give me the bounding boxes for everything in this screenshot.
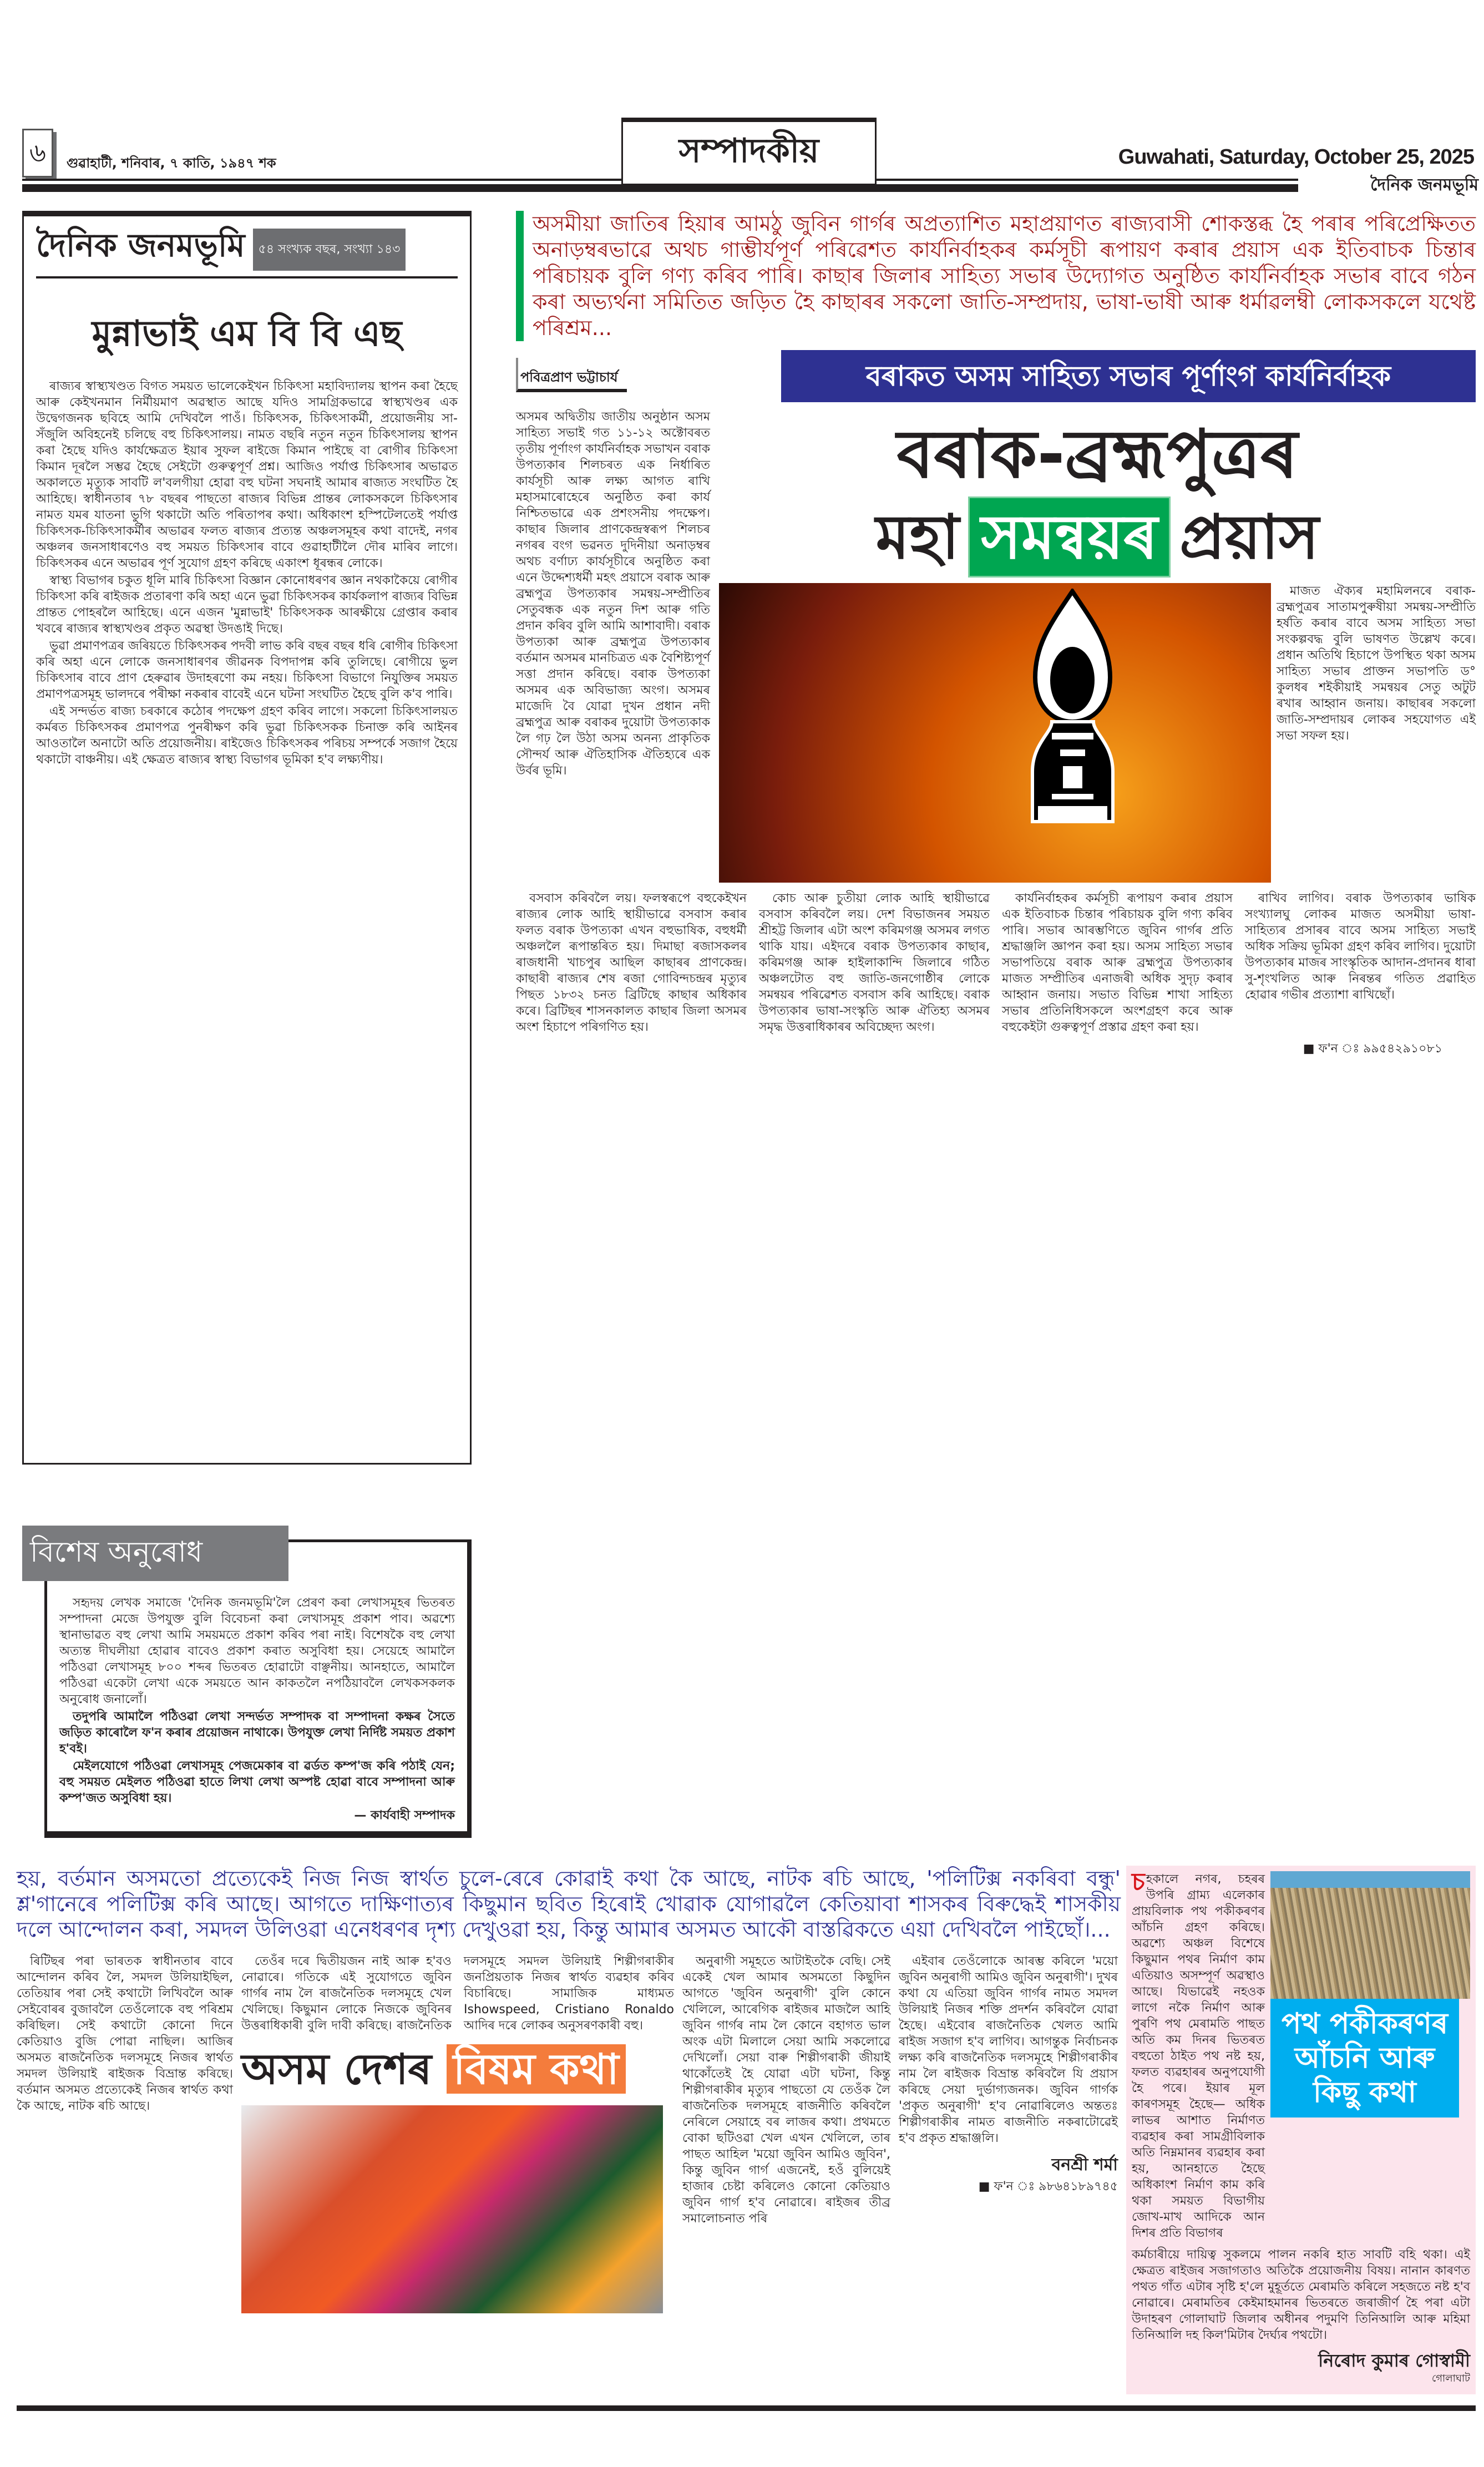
second-column-1 [17,1953,233,2115]
paragraph: তেওঁৰ দৰে দ্বিতীয়জন নাই আৰু হ'বও নোৱাৰে। গতিকে এই সুযোগতে জুবিন গাৰ্গৰ নাম লৈ ৰাজনৈতিক দলসমূহে খেল খেলিছে। কিছুমান লোকে নিজকে জুবিনৰ উত্তৰাধিকাৰী বুলি দাবী কৰিছে। ৰাজনৈতিক দলসমূহে সমদল উলিয়াই শিল্পীগৰাকীৰ জনপ্ৰিয়তাক নিজৰ স্বাৰ্থত ব্যৱহাৰ কৰিব বিচাৰিছে। সামাজিক মাধ্যমত Ishowspeed, Cristiano Ronaldo আদিৰ দৰে লোকৰ অনুসৰণকাৰী বহু। [241,1954,674,2033]
paragraph: সহৃদয় লেখক সমাজে 'দৈনিক জনমভূমি'লৈ প্ৰেৰণ কৰা লেখাসমূহৰ ভিতৰত সম্পাদনা মেজে উপযুক্ত বুলি বিবেচনা কৰা লেখাসমূহ প্ৰকাশ পাব। অৱশ্যে স্থানাভাৱত বহু লেখা আমি সময়মতে প্ৰকাশ কৰিব পৰা নাই। বিশেষকৈ বহু লেখা অত্যন্ত দীঘলীয়া হোৱাৰ বাবেও প্ৰকাশ কৰাত অসুবিধা হয়। সেয়েহে আমালৈ পঠিওৱা লেখাসমূহ ৮০০ শব্দৰ ভিতৰত হোৱাটো বাঞ্ছনীয়। আনহাতে, আমালৈ পঠিওৱা একেটা লেখা একে সময়তে আন কাকতলৈ নপঠিয়াবলৈ লেখকসকলক অনুৰোধ জনালোঁ। [59,1596,455,1706]
lead-left-column [516,350,710,780]
paragraph: ৰাজ্যৰ স্বাস্থ্যখণ্ডত বিগত সময়ত ভালেকেইখন চিকিৎসা মহাবিদ্যালয় স্থাপন কৰা হৈছে আৰু কেইখনমান নিৰ্মীয়মাণ অৱস্থাত আছে যদিও সামগ্ৰিকভাৱে স্বাস্থ্যখণ্ডৰ এক উদ্বেগজনক ছবিহে আমি দেখিবলৈ পাওঁ। চিকিৎসক, চিকিৎসাকৰ্মী, প্ৰয়োজনীয় সা-সঁজুলি অবিহনেই চলিছে বহু চিকিৎসালয়। নামত বছৰি নতুন নতুন চিকিৎসালয় স্থাপন কৰা হৈছে যদিও কাৰ্যক্ষেত্ৰত ইয়াৰ সুফল ৰাইজে কিমান পাইছে বা ৰোগীৰ চিকিৎসা কিমান দূৰলৈ সম্ভৱ হৈছে সেইটো গুৰুত্বপূৰ্ণ প্ৰশ্ন। আজিও পৰ্যাপ্ত চিকিৎসাৰ অভাৱত অকালতে মৃত্যুক সাবটি ল'বলগীয়া হোৱা বহু ঘটনা সঘনাই আমাৰ ৰাজ্যত সংঘটিত হৈ আহিছে। স্বাধীনতাৰ ৭৮ বছৰৰ পাছতো ৰাজ্যৰ বিভিন্ন প্ৰান্তৰ লোকসকলে চিকিৎসাৰ নামত যমৰ যাতনা ভুগি থকাটো অতি পৰিতাপৰ কথা। অধিকাংশ হস্পিটেলতেই পৰ্যাপ্ত চিকিৎসক-চিকিৎসাকৰ্মীৰ অভাৱৰ ফলত ৰাজ্যৰ প্ৰত্যন্ত অঞ্চলসমূহৰ কথা বাদেই, নগৰ অঞ্চলৰ জনসাধাৰণেও বহু সময়ত চিকিৎসাৰ বাবে গুৱাহাটীলৈ দৌৰ মাৰিব লাগে। চিকিৎসকৰ এনে অভাৱৰ পূৰ্ণ সুযোগ গ্ৰহণ কৰিছে একাংশ ধূৰন্ধৰ লোকে। [36,379,458,570]
section-title: সম্পাদকীয় [621,118,877,185]
headline-line-1: বৰাক-ব্ৰহ্মপুত্ৰৰ [897,416,1298,493]
paragraph: কোচ আৰু চুতীয়া লোক আহি স্থায়ীভাৱে বসবাস কৰিবলৈ লয়। দেশ বিভাজনৰ সময়ত শ্ৰীহট্ট জিলাৰ এটা অংশ কৰিমগঞ্জ অসমৰ লগত থাকি যায়। এইদৰে বৰাক উপত্যকাৰ কাছাৰ, কৰিমগঞ্জ আৰু হাইলাকান্দি জিলাৰে গঠিত অঞ্চলটোত বহু জাতি-জনগোষ্ঠীৰ লোকে সমন্বয়ৰ পৰিৱেশত বসবাস কৰি আহিছে। বৰাক উপত্যকাৰ ভাষা-সংস্কৃতি আৰু ঐতিহ্য অসমৰ সমৃদ্ধ উত্তৰাধিকাৰৰ অবিচ্ছেদ্য অংগ। [759,891,990,1034]
headline-line-2 [719,497,1476,578]
second-column-5-wrap [899,1953,1118,2195]
second-column-4 [682,1953,890,2228]
damaged-road-photo [1270,1871,1470,1999]
editorial-title: মুন্নাভাই এম বি বি এছ [92,313,402,354]
paragraph: কৰ্মচাৰীয়ে দায়িত্ব সুকলমে পালন নকৰি হাত সাবটি বহি থকা। এই ক্ষেত্ৰত ৰাইজৰ সজাগতাও অতিকৈ প্ৰয়োজনীয় বিষয়। নানান কাৰণত পথত গাঁত এটাৰ সৃষ্টি হ'লে মুহূৰ্ততে মেৰামতি কৰিলে সহজতে নষ্ট হ'ব নোৱাৰে। মেৰামতিৰ কেইমাহমানৰ ভিতৰতে জৰাজীৰ্ণ হৈ পৰা এটা উদাহৰণ গোলাঘাট জিলাৰ অধীনৰ পদুমণি তিনিআলি আৰু মহিমা তিনিআলি দহ কিল'মিটাৰ দৈৰ্ঘ্যৰ পথটো। [1132,2248,1470,2342]
page-number: ৬ [22,129,53,178]
main-grid [22,211,1476,1838]
paragraph: এইবাৰ তেওঁলোকে আৰম্ভ কৰিলে 'ময়ো জুবিন অনুৰাগী আমিও জুবিন অনুৰাগী'। দুখৰ কথা যে এতিয়া জুবিন গাৰ্গৰ নামত সমদল উলিয়াই নিজৰ শক্তি প্ৰদৰ্শন কৰিবলৈ যোৱা হৈছে। এইবোৰ ৰাজনৈতিক খেলত আমি ৰাইজ সজাগ হ'ব লাগিব। আগন্তুক নিৰ্বাচনক লক্ষ্য কৰি ৰাজনৈতিক দলসমূহে শিল্পীগৰাকীৰ নাম লৈ ৰাইজক বিভ্ৰান্ত কৰিবলৈ যি প্ৰয়াস কৰিছে সেয়া দুৰ্ভাগ্যজনক। জুবিন গাৰ্গক 'প্ৰকৃত অনুৰাগী' হ'ব নোৱাৰিলেও অন্ততঃ শিল্পীগৰাকীৰ নামত ৰাজনীতি নকৰাটোৱেই হ'ব প্ৰকৃত শ্ৰদ্ধাঞ্জলি। [899,1954,1118,2145]
second-column-5 [899,1953,1118,2146]
author-place: গোলাঘাট [1431,2373,1470,2384]
second-columns [17,1953,1121,2313]
author-phone: ■ ফ'ন ঃ ৯৮৬৪১৮৯৭৪৫ [978,2180,1118,2194]
paragraph: তদুপৰি আমালৈ পঠিওৱা লেখা সন্দৰ্ভত সম্পাদক বা সম্পাদনা কক্ষৰ সৈতে জড়িত কাৰোলৈ ফ'ন কৰাৰ প্ৰয়োজন নাথাকে। উপযুক্ত লেখা নিৰ্দিষ্ট সময়ত প্ৰকাশ হ'বই। [59,1710,455,1756]
date-english: Guwahati, Saturday, October 25, 2025 [1118,145,1474,169]
lead-banner: বৰাকত অসম সাহিত্য সভাৰ পূৰ্ণাংগ কাৰ্যনিৰ্বাহক [781,350,1476,402]
paragraph: কাৰ্যনিৰ্বাহকৰ কৰ্মসূচী ৰূপায়ণ কৰাৰ প্ৰয়াস এক ইতিবাচক চিন্তাৰ পৰিচায়ক বুলি গণ্য কৰিব পাৰি। সভাৰ আৰম্ভণিতে জুবিন গাৰ্গৰ প্ৰতি শ্ৰদ্ধাঞ্জলি জ্ঞাপন কৰা হয়। অসম সাহিত্য সভাৰ সভাপতিয়ে বৰাক আৰু ব্ৰহ্মপুত্ৰ উপত্যকাৰ মাজত সম্প্ৰীতিৰ এনাজৰী অধিক সুদৃঢ় কৰাৰ আহ্বান জনায়। সভাত বিভিন্ন শাখা সাহিত্য সভাৰ প্ৰতিনিধিসকলে অংশগ্ৰহণ কৰে আৰু বহুকেইটা গুৰুত্বপূৰ্ণ প্ৰস্তাৱ গ্ৰহণ কৰা হয়। [1002,891,1233,1034]
bottom-section-wrapper [0,1843,1484,2433]
letter-box [1126,1866,1476,2394]
headline-highlight: বিষম কথা [447,2044,626,2094]
rally-photo [241,2105,663,2313]
headline-highlight: সমন্বয়ৰ [968,497,1171,578]
paragraph: ভুৱা প্ৰমাণপত্ৰৰ জৰিয়তে চিকিৎসকৰ পদবী লাভ কৰি বছৰ বছৰ ধৰি ৰোগীৰ চিকিৎসা কৰি অহা এনে লোকে জনসাধাৰণৰ জীৱনক বিপদাপন্ন কৰি তুলিছে। ৰোগীয়ে ভুল চিকিৎসাৰ বাবে প্ৰাণ হেৰুৱাৰ উদাহৰণো কম নহয়। চিকিৎসা বিভাগে নিযুক্তিৰ সময়ত প্ৰমাণপত্ৰসমূহ ভালদৰে পৰীক্ষা নকৰাৰ বাবেই এনে ঘটনা সংঘটিত হৈছে বুলি ক'ব পাৰি। [36,639,458,701]
sahitya-sabha-photo [719,583,1271,883]
letter-text-continued [1132,2247,1470,2343]
asam-sahitya-sabha-logo-icon [1030,589,1116,827]
byline: পবিত্ৰপ্ৰাণ ভট্টাচাৰ্য [516,358,627,392]
photo-row [719,583,1476,883]
second-headline [241,2039,674,2100]
lead-columns-bottom [516,890,1476,1035]
drop-cap: চ [1132,1868,1145,1896]
notice-box [44,1539,472,1838]
second-article [17,1866,1121,2313]
paragraph: ৰিটিছৰ পৰা ভাৰতক স্বাধীনতাৰ বাবে আন্দোলন কৰিব লৈ, সমদল উলিয়াইছিল, তেতিয়াৰ পৰা সেই কথাটো লিখিবলৈ আৰু সেইবোৰৰ বুজাবলৈ তেওঁলোকে বহু পৰিশ্ৰম কৰিছিল। সেই কথাটো কোনো দিনে কেতিয়াও বুজি পোৱা নাছিল। আজিৰ অসমত ৰাজনৈতিক দলসমূহে নিজৰ স্বাৰ্থত সমদল উলিয়াই ৰাইজক বিভ্ৰান্ত কৰিছে। বৰ্তমান অসমত প্ৰত্যেকেই নিজৰ স্বাৰ্থত কথা কৈ আছে, নাটক ৰচি আছে। [17,1954,233,2113]
footer-rule [17,2405,1476,2411]
editorial-body [36,378,458,768]
author-name: বনশ্ৰী শৰ্মা [1051,2155,1118,2175]
left-column [22,211,472,1838]
paragraph: বসবাস কৰিবলৈ লয়। ফলস্বৰূপে বহুকেইখন ৰাজ্যৰ লোক আহি স্থায়ীভাৱে বসবাস কৰাৰ ফলত বৰাক উপত্যকা এখন বহুভাষিক, বহুধৰ্মী অঞ্চললৈ ৰূপান্তৰিত হয়। দিমাছা ৰজাসকলৰ ৰাজধানী খাচপুৰ আছিল কাছাৰৰ প্ৰাণকেন্দ্ৰ। কাছাৰী ৰাজ্যৰ শেষ ৰজা গোবিন্দচন্দ্ৰৰ মৃত্যুৰ পিছত ১৮৩২ চনত ব্ৰিটিছে কাছাৰ অধিকাৰ কৰে। ব্ৰিটিছৰ শাসনকালত কাছাৰ জিলা অসমৰ অংশ হিচাপে পৰিগণিত হয়। [516,891,747,1034]
second-column-2-3 [241,1953,674,2034]
paragraph: হকালে নগৰ, চহৰৰ উপৰি গ্ৰাম্য এলেকাৰ প্ৰায়বিলাক পথ পকীকৰণৰ আঁচনি গ্ৰহণ কৰিছে। অৱশ্যে অঞ্চল বিশেষে কিছুমান পথৰ নিৰ্মাণ কাম এতিয়াও অসম্পূৰ্ণ অৱস্থাও আছে। যিভাৱেই নহওক লাগে নকৈ নিৰ্মাণ আৰু পুৰণি পথ মেৰামতি পাছত অতি কম দিনৰ ভিতৰত বহুতো ঠাইত পথ নষ্ট হয়, ফলত ব্যৱহাৰৰ অনুপযোগী হৈ পৰে। ইয়াৰ মূল কাৰণসমূহ হৈছে— অধিক লাভৰ আশাত নিৰ্মাণত ব্যৱহাৰ কৰা সামগ্ৰীবিলাক অতি নিম্নমানৰ ব্যৱহাৰ কৰা হয়, আনহাতে হৈছে অধিকাংশ নিৰ্মাণ কাম কৰি থকা সময়ত বিভাগীয় জোখ-মাখ আদিকে আন দিশৰ প্ৰতি বিভাগৰ [1132,1872,1265,2240]
notice-title: বিশেষ অনুৰোধ [22,1526,288,1581]
masthead: দৈনিক জনমভূমি [36,226,245,264]
headline-word: মহা [875,501,960,573]
paragraph: স্বাস্থ্য বিভাগৰ চকুত ধূলি মাৰি চিকিৎসা বিজ্ঞান কোনোধৰণৰ জ্ঞান নথকাকৈয়ে ৰোগীৰ চিকিৎসা কৰি ৰাইজক প্ৰতাৰণা কৰি অহা এনে ভুৱা চিকিৎসকৰ কাৰ্যকলাপ ৰাজ্যৰ বিভিন্ন প্ৰান্তত পোহৰলৈ আহিছে। এনে এজন 'মুন্নাভাই' চিকিৎসকক আৰক্ষীয়ে গ্ৰেপ্তাৰ কৰাৰ খবৰে ৰাজ্যৰ স্বাস্থ্যখণ্ডৰ প্ৰকৃত অৱস্থা উদঙাই দিছে। [36,574,458,636]
second-intro: হয়, বৰ্তমান অসমতো প্ৰত্যেকেই নিজ নিজ স্বাৰ্থত চুলে-ৰেৰে কোৱাই কথা কৈ আছে, নাটক ৰচি আছে, 'পলিটিক্স নকৰিবা বন্ধু' শ্ল'গানেৰে পলিটিক্স কৰি আছে। আগতে দাক্ষিণাত্যৰ কিছুমান ছবিত হিৰোই খোৱাক যোগাৱলৈ কেতিয়াবা শাসকৰ বিৰুদ্ধেই শাসকীয় দলে আন্দোলন কৰা, সমদল উলিওৱা এনেধৰণৰ দৃশ্য দেখুওৱা হয়, কিন্তু আমাৰ অসমত আকৌ বাস্তৱিকতে এয়া দেখিবলৈ পাইছোঁ।... [17,1866,1121,1942]
lead-column-right [1277,583,1476,745]
letter-text [1132,1868,1265,2241]
second-middle [241,1953,674,2313]
paragraph: অসমৰ অদ্বিতীয় জাতীয় অনুষ্ঠান অসম সাহিত্য সভাই গত ১১-১২ অক্টোবৰত তৃতীয় পূৰ্ণাংগ কাৰ্যনিৰ্বাহক সভাখন বৰাক উপত্যকাৰ শিলচৰত এক নিৰ্ধাৰিত কাৰ্যসূচী আৰু লক্ষ্য আগত ৰাখি মহাসমাৰোহেৰে অনুষ্ঠিত কৰা কাৰ্য নিশ্চিতভাৱে এক প্ৰশংসনীয় পদক্ষেপ। কাছাৰ জিলাৰ প্ৰাণকেন্দ্ৰস্বৰূপ শিলচৰ নগৰৰ বংগ ভৱনত দুদিনীয়া অনাড়ম্বৰ অথচ বৰ্ণাঢ্য কাৰ্যসূচীৰে অনুষ্ঠিত কৰা এনে উদ্দেশ্যধৰ্মী মহৎ প্ৰয়াসে বৰাক আৰু ব্ৰহ্মপুত্ৰ উপত্যকাৰ সমন্বয়-সম্প্ৰীতিৰ সেতুবন্ধক এক নতুন দিশ আৰু গতি প্ৰদান কৰিব বুলি আমি আশাবাদী। বৰাক উপত্যকা আৰু ব্ৰহ্মপুত্ৰ উপত্যকাৰ বৰ্তমান অসমৰ মানচিত্ৰত এক বৈশিষ্ট্যপূৰ্ণ সত্তা প্ৰদান কৰিছে। বৰাক উপত্যকা অসমৰ এক অবিভাজ্য অংগ। অসমৰ মাজেদি বৈ যোৱা দুখন প্ৰধান নদী ব্ৰহ্মপুত্ৰ আৰু বৰাকৰ দুয়োটা উপত্যকাক লৈ গঢ় লৈ উঠা অসম অনন্য প্ৰাকৃতিক সৌন্দৰ্য আৰু ঐতিহাসিক ঐতিহ্যৰে এক উৰ্বৰ ভূমি। [516,410,710,778]
lead-row [516,350,1476,883]
divider [36,276,458,278]
notice-signature: — কাৰ্যবাহী সম্পাদক [354,1809,455,1822]
lead-article [516,211,1476,1057]
headline-word: প্ৰয়াস [1179,501,1319,573]
author-phone: ■ ফ'ন ঃ ৯৯৫৪২৯১০৮১ [1303,1042,1442,1056]
notice [22,1526,472,1838]
editorial-box [22,211,472,1465]
paragraph: মাজত ঐক্যৰ মহামিলনৰে বৰাক-ব্ৰহ্মপুত্ৰৰ সাতামপুৰুষীয়া সমন্বয়-সম্প্ৰীতি হৰ্ষতি কৰাৰ বাবে অসম সাহিত্য সভা সংকল্পবদ্ধ বুলি ভাষণত উল্লেখ কৰে। প্ৰধান অতিথি হিচাপে উপস্থিত থকা অসম সাহিত্য সভাৰ প্ৰাক্তন সভাপতি ড° কুলধৰ শইকীয়াই সমন্বয়ৰ সেতু অটুট ৰখাৰ আহ্বান জনায়। কাছাৰৰ সকলো জাতি-সম্প্ৰদায়ৰ লোকৰ সহযোগত এই সভা সফল হয়। [1277,584,1476,743]
bottom-section [17,1866,1476,2394]
letter-title: পথ পকীকৰণৰ আঁচনি আৰু কিছু কথা [1270,1999,1459,2118]
paragraph: ৰাখিব লাগিব। বৰাক উপত্যকাৰ ভাষিক সংখ্যালঘু লোকৰ মাজত অসমীয়া ভাষা-সাহিত্যৰ প্ৰসাৰৰ বাবে অসম সাহিত্য সভাই অধিক সক্ৰিয় ভূমিকা গ্ৰহণ কৰিব লাগিব। দুয়োটা উপত্যকাৰ মাজৰ সাংস্কৃতিক আদান-প্ৰদানৰ ধাৰা সু-শৃংখলিত আৰু নিৰন্তৰ গতিত প্ৰৱাহিত হোৱাৰ গভীৰ প্ৰত্যাশা ৰাখিছোঁ। [1245,891,1476,1002]
paragraph: অনুৰাগী সমূহতে আটাইতকৈ বেছি। সেই একেই খেল আমাৰ অসমতো কিছুদিন আগতে 'জুবিন অনুৰাগী' বুলি কোনে খেলিলে, আৰেগিক ৰাইজৰ মাজলৈ আহি জুবিন গাৰ্গৰ নাম লৈ কোনে বহাগত ভাল অংক এটা মিলালে সেয়া আমি সকলোৱে দেখিলোঁ। সেয়া বাৰু শিল্পীগৰাকী জীয়াই থাকোঁতেই হৈ যোৱা এটা ঘটনা, কিন্তু শিল্পীগৰাকীৰ মৃত্যুৰ পাছতো যে তেওঁক লৈ ৰাজনৈতিক দলসমূহে ৰাজনীতি কৰিবলৈ নেৰিলে সেয়াহে বৰ লাজৰ কথা। প্ৰথমতে বোকা ছটিওৱা খেল এখন খেলিলে, তাৰ পাছত আহিল 'ময়ো জুবিন আমিও জুবিন', কিন্তু জুবিন গাৰ্গ এজনেই, হওঁ বুলিয়েই হাজাৰ চেষ্টা কৰিলেও কোনো কেতিয়াও জুবিন গাৰ্গ হ'ব নোৱাৰে। ৰাইজৰ তীব্ৰ সমালোচনাত পৰি [682,1954,890,2226]
paragraph: মেইলযোগে পঠিওৱা লেখাসমূহ পেজমেকাৰ বা ৱৰ্ডত কম্প'জ কৰি পঠাই যেন; বহু সময়ত মেইলত পঠিওৱা হাতে লিখা লেখা অস্পষ্ট হোৱা বাবে সম্পাদনা আৰু কম্প'জত অসুবিধা হয়। [59,1759,455,1805]
date-assamese: গুৱাহাটী, শনিবাৰ, ৭ কাতি, ১৯৪৭ শক [67,155,276,171]
headline-word: অসম দেশৰ [241,2044,432,2094]
letter-visual [1270,1871,1470,2118]
lead-column-left [516,409,710,779]
masthead-row [36,224,458,271]
paper-name: দৈনিক জনমভূমি [1370,175,1478,195]
issue-badge: ৫৪ সংখ্যক বছৰ, সংখ্যা ১৪৩ [253,229,406,271]
paragraph: এই সন্দৰ্ভত ৰাজ্য চৰকাৰে কঠোৰ পদক্ষেপ গ্ৰহণ কৰিব লাগে। সকলো চিকিৎসালয়ত কৰ্মৰত চিকিৎসকৰ প্ৰমাণপত্ৰ পুনৰীক্ষণ কৰি ভুৱা চিকিৎসকক চিনাক্ত কৰি আইনৰ আওতালৈ অনাটো অতি প্ৰয়োজনীয়। ৰাইজেও চিকিৎসকৰ পৰিচয় সম্পৰ্কে সজাগ হৈয়ে থকাটো বাঞ্চনীয়। এই ক্ষেত্ৰত ৰাজ্যৰ স্বাস্থ্য বিভাগৰ ভূমিকা হ'ব লক্ষ্যণীয়। [36,705,458,767]
author-name: নিৰোদ কুমাৰ গোস্বামী [1318,2350,1470,2371]
lead-intro: অসমীয়া জাতিৰ হিয়াৰ আমঠু জুবিন গাৰ্গৰ অপ্ৰত্যাশিত মহাপ্ৰয়াণত ৰাজ্যবাসী শোকস্তব্ধ হৈ পৰাৰ পৰিপ্ৰেক্ষিতত অনাড়ম্বৰভাৱে অথচ গাম্ভীৰ্যপূৰ্ণ পৰিৱেশত কাৰ্যনিৰ্বাহকৰ কৰ্মসূচী ৰূপায়ণ কৰাৰ প্ৰয়াস এক ইতিবাচক চিন্তাৰ পৰিচায়ক বুলি গণ্য কৰিব পাৰি। কাছাৰ জিলাৰ সাহিত্য সভাৰ উদ্যোগত অনুষ্ঠিত কাৰ্যনিৰ্বাহক সভাৰ বাবে গঠন কৰা অভ্যৰ্থনা সমিতিত জড়িত হৈ কাছাৰৰ সকলো জাতি-সম্প্ৰদায়, ভাষা-ভাষী আৰু ধৰ্মাৱলম্বী লোকসকলে যথেষ্ট পৰিশ্ৰম... [516,211,1476,341]
header-rule-thick [22,184,1298,192]
letter-top [1132,1868,1470,2241]
lead-main-column [719,350,1476,883]
